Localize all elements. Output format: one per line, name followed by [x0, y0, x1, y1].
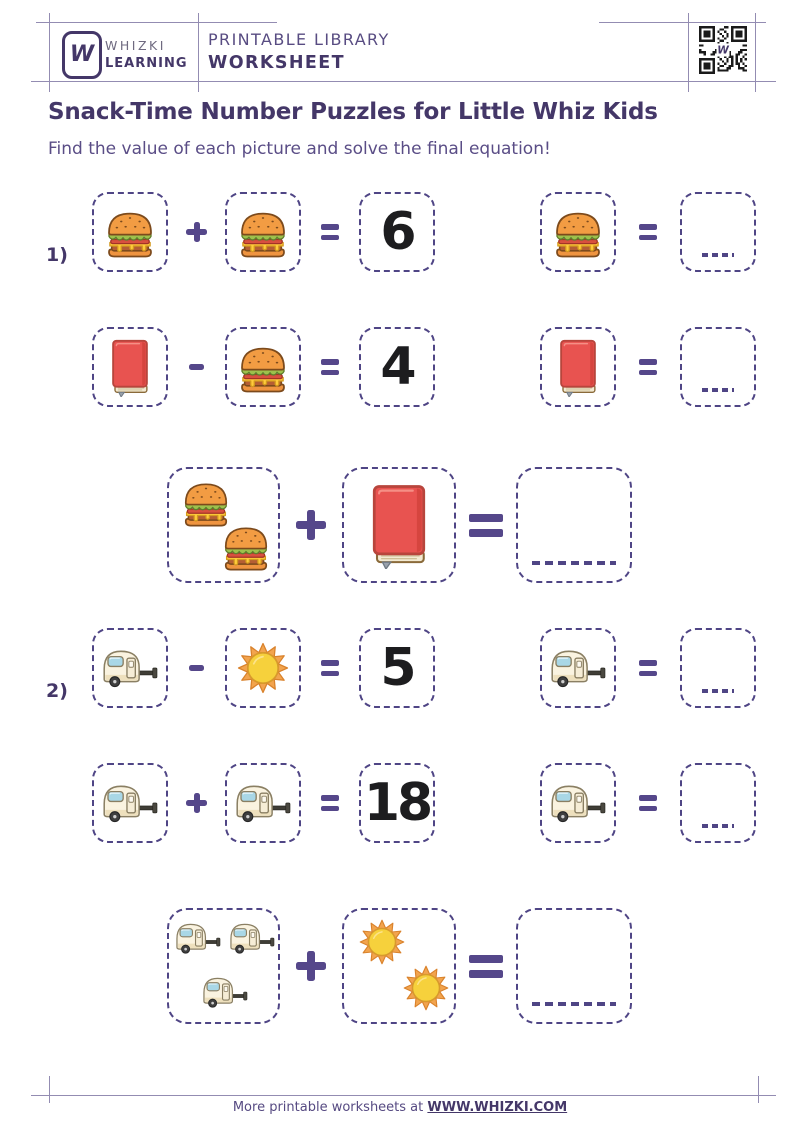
puzzle-label-spacer	[46, 763, 92, 843]
camper-icon	[546, 781, 610, 825]
answer-blank-line	[702, 388, 734, 392]
footer-rule-line	[31, 1095, 776, 1096]
puzzle-label-spacer	[46, 327, 92, 407]
equation-row	[46, 628, 758, 708]
equals-icon	[320, 359, 341, 375]
crop-mark-line	[755, 13, 756, 92]
answer-box[interactable]	[680, 327, 756, 407]
final-equation-row	[167, 467, 632, 583]
result-value: 5	[380, 638, 414, 698]
header-rule-line	[31, 81, 776, 82]
crop-mark-line	[49, 13, 50, 92]
picture-box	[92, 628, 168, 708]
picture-box-group	[342, 908, 456, 1024]
page-title: Snack-Time Number Puzzles for Little Whiz Kids	[48, 99, 658, 125]
camper-icon	[172, 920, 224, 956]
book-icon	[366, 481, 432, 569]
equals-icon	[638, 224, 659, 240]
picture-box-group	[167, 908, 280, 1024]
footer-label: More printable worksheets at	[232, 1100, 424, 1115]
answer-blank-line	[702, 253, 734, 257]
equals-icon	[320, 795, 341, 811]
answer-blank-line	[702, 824, 734, 828]
footer	[0, 1100, 800, 1115]
equals-icon	[468, 514, 505, 537]
answer-box[interactable]	[680, 628, 756, 708]
worksheet-label: WORKSHEET	[208, 53, 345, 73]
plus-icon	[185, 221, 208, 244]
equals-icon	[320, 224, 341, 240]
picture-box	[540, 763, 616, 843]
answer-blank-line	[702, 689, 734, 693]
equation-row	[46, 327, 758, 407]
qr-code-icon	[699, 26, 747, 74]
puzzle-2-number: 2)	[46, 680, 68, 702]
answer-box[interactable]	[516, 467, 632, 583]
picture-box	[92, 763, 168, 843]
puzzle-1-number: 1)	[46, 244, 68, 266]
minus-icon	[186, 356, 207, 379]
burger-icon	[550, 204, 606, 260]
plus-icon	[294, 508, 328, 542]
burger-icon	[235, 204, 291, 260]
picture-box	[225, 628, 301, 708]
crop-mark-line	[599, 22, 766, 23]
camper-icon	[98, 646, 162, 690]
equation-row	[46, 763, 758, 843]
header-labels	[208, 30, 390, 73]
camper-icon	[546, 646, 610, 690]
picture-box	[225, 192, 301, 272]
burger-icon	[102, 204, 158, 260]
camper-icon	[199, 974, 251, 1010]
result-box	[359, 763, 435, 843]
printable-library-label: PRINTABLE LIBRARY	[208, 30, 390, 49]
page-instructions: Find the value of each picture and solve the final equation!	[48, 139, 551, 159]
book-icon	[555, 337, 601, 397]
equals-icon	[638, 359, 659, 375]
camper-icon	[98, 781, 162, 825]
plus-icon	[185, 792, 208, 815]
burger-icon	[235, 339, 291, 395]
logo-w-icon: W	[69, 41, 95, 67]
crop-mark-line	[758, 1076, 759, 1103]
footer-website-link[interactable]: WWW.WHIZKI.COM	[427, 1100, 568, 1115]
result-value: 4	[380, 337, 414, 397]
final-equation-row	[167, 908, 632, 1024]
plus-icon	[294, 949, 328, 983]
camper-icon	[231, 781, 295, 825]
answer-box[interactable]	[680, 192, 756, 272]
camper-icon	[226, 920, 278, 956]
svg-text:W: W	[717, 44, 729, 57]
sun-icon	[402, 964, 450, 1012]
equals-icon	[320, 660, 341, 676]
picture-box	[92, 327, 168, 407]
answer-blank-line	[532, 561, 616, 566]
equals-icon	[468, 955, 505, 978]
result-value: 18	[363, 773, 431, 833]
burger-icon	[219, 519, 273, 573]
sun-icon	[358, 918, 406, 966]
picture-box-group	[167, 467, 280, 583]
equals-icon	[638, 660, 659, 676]
equation-row	[46, 192, 758, 272]
result-box	[359, 192, 435, 272]
header-divider-line	[198, 13, 199, 92]
crop-mark-line	[49, 1076, 50, 1103]
result-box	[359, 327, 435, 407]
crop-mark-line	[36, 22, 277, 23]
result-box	[359, 628, 435, 708]
picture-box	[225, 327, 301, 407]
brand-logo	[62, 31, 102, 79]
picture-box	[342, 467, 456, 583]
book-icon	[107, 337, 153, 397]
picture-box	[540, 327, 616, 407]
picture-box	[540, 192, 616, 272]
picture-box	[225, 763, 301, 843]
result-value: 6	[380, 202, 414, 262]
picture-box	[540, 628, 616, 708]
answer-box[interactable]	[680, 763, 756, 843]
picture-box	[92, 192, 168, 272]
answer-blank-line	[532, 1002, 616, 1007]
minus-icon	[186, 657, 207, 680]
brand-line1: WHIZKI	[105, 38, 166, 53]
brand-name	[105, 38, 188, 71]
equals-icon	[638, 795, 659, 811]
brand-line2: LEARNING	[105, 56, 188, 71]
crop-mark-line	[688, 13, 689, 92]
sun-icon	[236, 641, 290, 695]
answer-box[interactable]	[516, 908, 632, 1024]
